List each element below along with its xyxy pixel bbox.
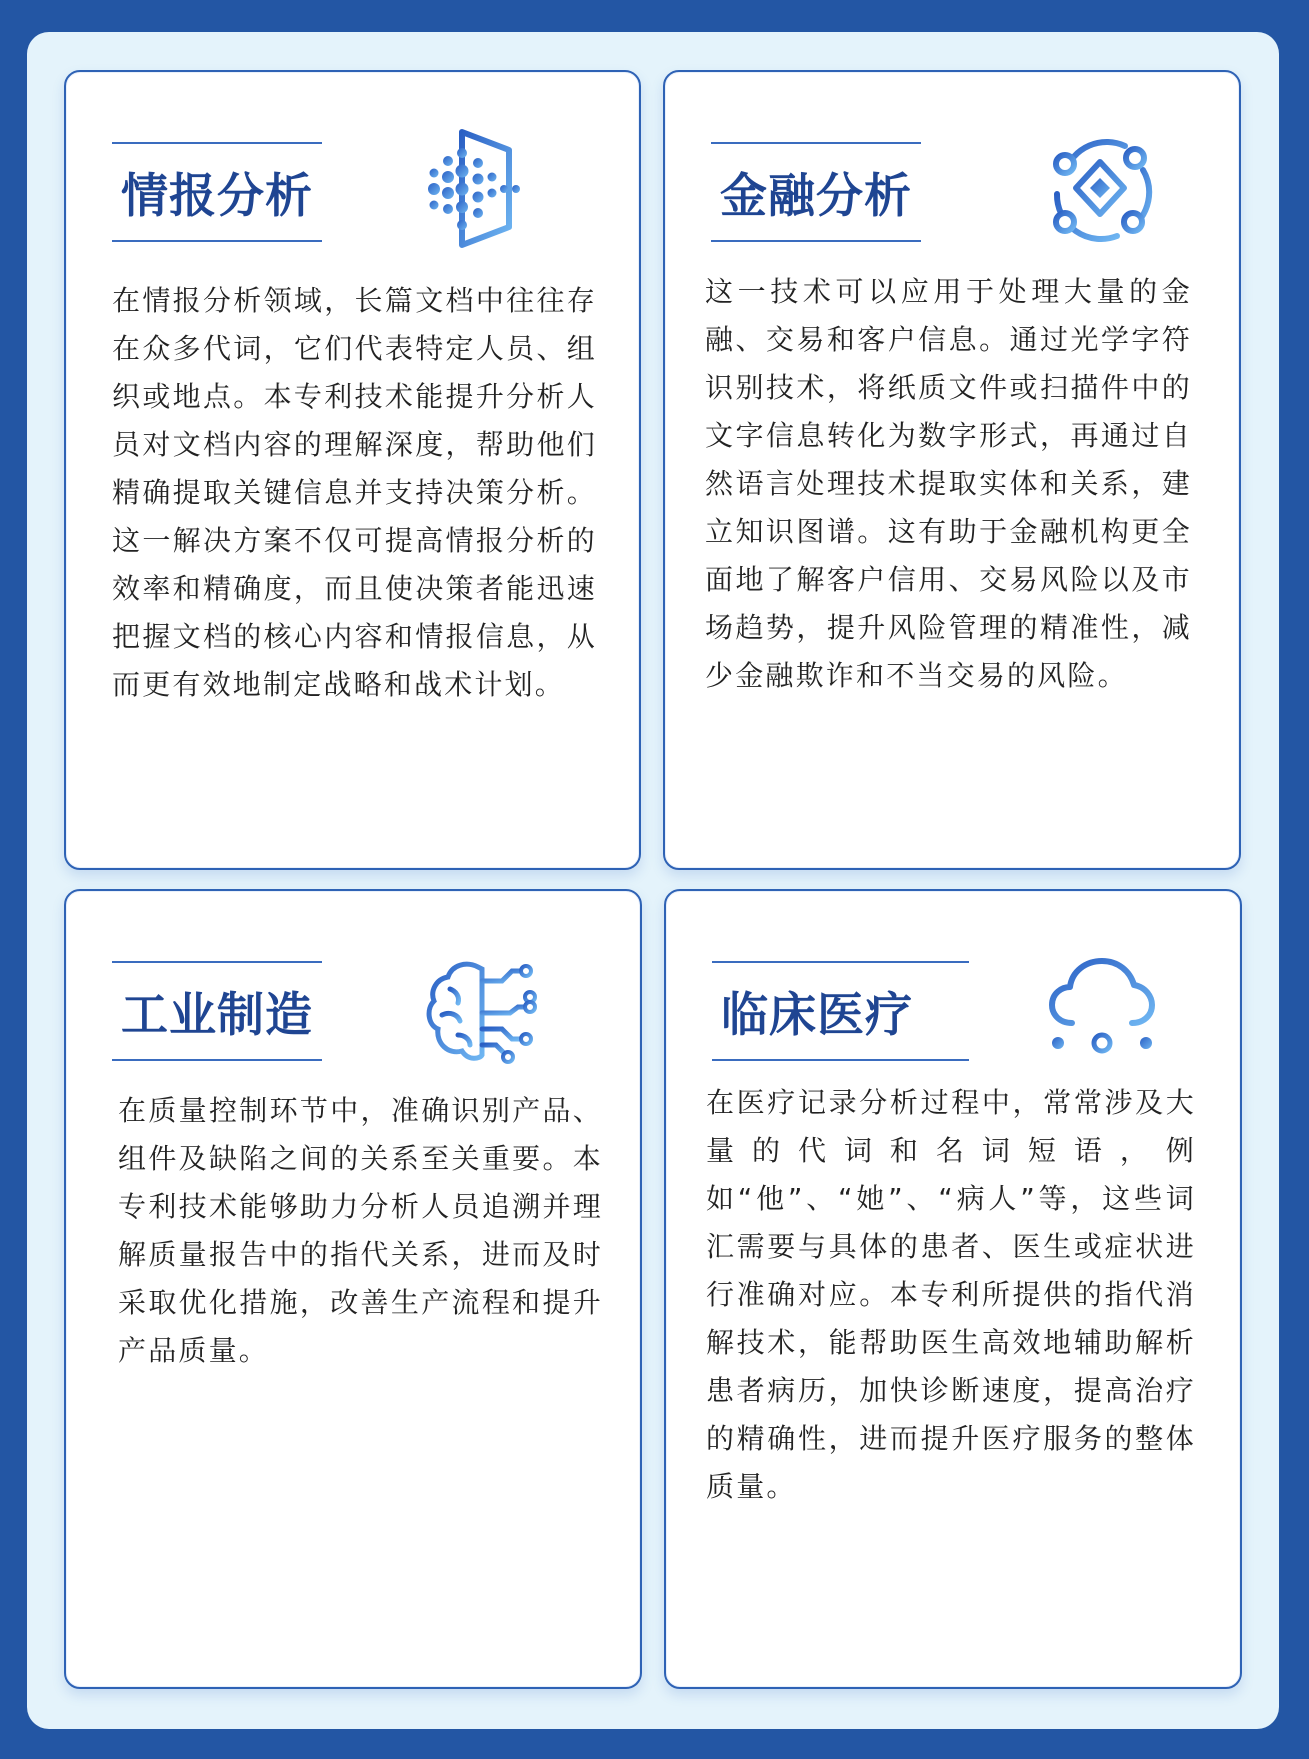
card-description: 在情报分析领域，长篇文档中往往存在众多代词，它们代表特定人员、组织或地点。本专利技术能提升分析人员对文档内容的理解深度，帮助他们精确提取关键信息并支持决策分析。这一解决方案不仅可提高情报分析的效率和精确度，而且使决策者能迅速把握文档的核心内容和情报信息，从而更有效地制定战略和战术计划。 — [112, 284, 597, 701]
brain-circuit-icon — [426, 959, 538, 1065]
cloud-network-icon — [1048, 957, 1156, 1057]
card-title: 情报分析 — [112, 142, 322, 242]
card-intelligence-analysis — [64, 70, 641, 870]
card-description: 在质量控制环节中，准确识别产品、组件及缺陷之间的关系至关重要。本专利技术能够助力分析人员追溯并理解质量报告中的指代关系，进而及时采取优化措施，改善生产流程和提升产品质量。 — [118, 1094, 603, 1367]
card-title: 金融分析 — [711, 142, 921, 242]
card-financial-analysis — [663, 70, 1241, 870]
card-title: 临床医疗 — [712, 961, 969, 1061]
card-description: 这一技术可以应用于处理大量的金融、交易和客户信息。通过光学字符识别技术，将纸质文件或扫描件中的文字信息转化为数字形式，再通过自然语言处理技术提取实体和关系，建立知识图谱。这有助于金融机构更全面地了解客户信用、交易风险以及市场趋势，提升风险管理的精准性，减少金融欺诈和不当交易的风险。 — [705, 275, 1192, 692]
card-clinical-medicine — [664, 889, 1242, 1689]
card-industrial-manufacturing — [64, 889, 642, 1689]
document-dots-icon — [414, 127, 539, 252]
finance-network-icon — [1045, 134, 1155, 244]
card-description: 在医疗记录分析过程中，常常涉及大量的代词和名词短语，例如“他”、“她”、“病人”等，这些词汇需要与具体的患者、医生或症状进行准确对应。本专利所提供的指代消解技术，能帮助医生高效地辅助解析患者病历，加快诊断速度，提高治疗的精确性，进而提升医疗服务的整体质量。 — [706, 1086, 1196, 1503]
card-title: 工业制造 — [112, 961, 322, 1061]
